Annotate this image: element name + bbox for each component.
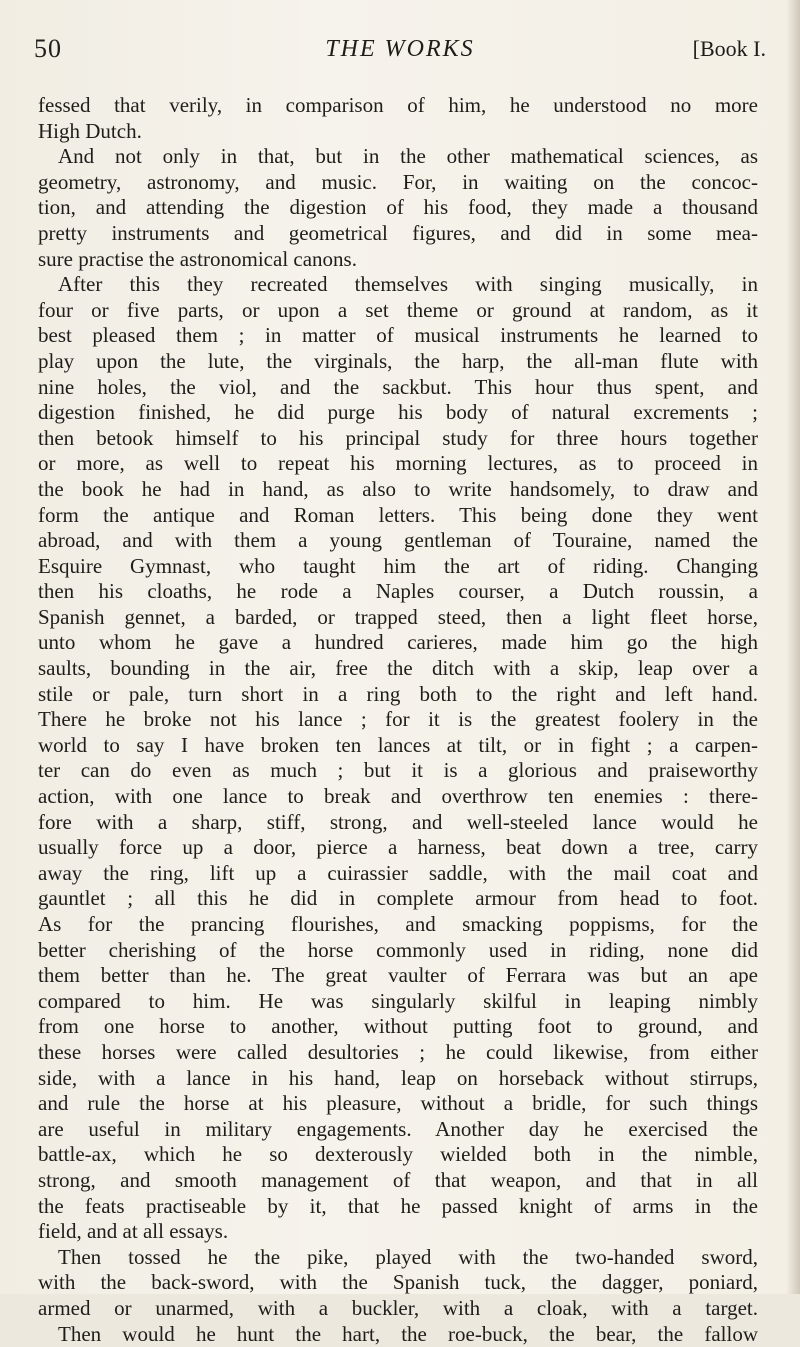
text-line: then betook himself to his principal study for three hours together [38, 426, 758, 452]
text-line: After this they recreated themselves with singing musically, in [38, 272, 758, 298]
text-line: form the antique and Roman letters. This being done they went [38, 503, 758, 529]
text-line: usually force up a door, pierce a harness, beat down a tree, carry [38, 835, 758, 861]
text-line: or more, as well to repeat his morning lectures, as to proceed in [38, 451, 758, 477]
text-line: world to say I have broken ten lances at tilt, or in fight ; a carpen- [38, 733, 758, 759]
book-reference: [Book I. [693, 36, 766, 62]
text-line: battle-ax, which he so dexterously wielded both in the nimble, [38, 1142, 758, 1168]
text-line: Esquire Gymnast, who taught him the art of riding. Changing [38, 554, 758, 580]
text-line: four or five parts, or upon a set theme or ground at random, as it [38, 298, 758, 324]
text-line: nine holes, the viol, and the sackbut. This hour thus spent, and [38, 375, 758, 401]
text-line: the book he had in hand, as also to write handsomely, to draw and [38, 477, 758, 503]
text-line: compared to him. He was singularly skilful in leaping nimbly [38, 989, 758, 1015]
text-line: away the ring, lift up a cuirassier saddle, with the mail coat and [38, 861, 758, 887]
text-line: stile or pale, turn short in a ring both to the right and left hand. [38, 682, 758, 708]
page-number: 50 [34, 34, 62, 64]
text-line: saults, bounding in the air, free the ditch with a skip, leap over a [38, 656, 758, 682]
text-line: ter can do even as much ; but it is a glorious and praiseworthy [38, 758, 758, 784]
body-text [38, 93, 758, 1347]
text-line: field, and at all essays. [38, 1219, 758, 1245]
text-line: from one horse to another, without putting foot to ground, and [38, 1014, 758, 1040]
text-line: the feats practiseable by it, that he passed knight of arms in the [38, 1194, 758, 1220]
text-line: these horses were called desultories ; he could likewise, from either [38, 1040, 758, 1066]
text-line: action, with one lance to break and overthrow ten enemies : there- [38, 784, 758, 810]
text-line: are useful in military engagements. Another day he exercised the [38, 1117, 758, 1143]
text-line: armed or unarmed, with a buckler, with a cloak, with a target. [38, 1296, 758, 1322]
text-line: Then tossed he the pike, played with the two-handed sword, [38, 1245, 758, 1271]
text-line: them better than he. The great vaulter of Ferrara was but an ape [38, 963, 758, 989]
text-line: then his cloaths, he rode a Naples courser, a Dutch roussin, a [38, 579, 758, 605]
text-line: play upon the lute, the virginals, the harp, the all-man flute with [38, 349, 758, 375]
text-line: better cherishing of the horse commonly used in riding, none did [38, 938, 758, 964]
text-line: fore with a sharp, stiff, strong, and well-steeled lance would he [38, 810, 758, 836]
text-line: pretty instruments and geometrical figures, and did in some mea- [38, 221, 758, 247]
text-line: unto whom he gave a hundred carieres, made him go the high [38, 630, 758, 656]
text-line: There he broke not his lance ; for it is the greatest foolery in the [38, 707, 758, 733]
text-line: abroad, and with them a young gentleman of Touraine, named the [38, 528, 758, 554]
page-edge-shadow [786, 0, 800, 1294]
text-line: digestion finished, he did purge his body of natural excrements ; [38, 400, 758, 426]
text-line: fessed that verily, in comparison of him, he understood no more [38, 93, 758, 119]
text-line: and rule the horse at his pleasure, without a bridle, for such things [38, 1091, 758, 1117]
text-line: tion, and attending the digestion of his food, they made a thousand [38, 195, 758, 221]
text-line: side, with a lance in his hand, leap on horseback without stirrups, [38, 1066, 758, 1092]
text-line: gauntlet ; all this he did in complete armour from head to foot. [38, 886, 758, 912]
text-line: Then would he hunt the hart, the roe-buck, the bear, the fallow [38, 1322, 758, 1347]
running-title: THE WORKS [28, 36, 772, 63]
text-line: And not only in that, but in the other mathematical sciences, as [38, 144, 758, 170]
text-line: geometry, astronomy, and music. For, in waiting on the concoc- [38, 170, 758, 196]
text-line: with the back-sword, with the Spanish tuck, the dagger, poniard, [38, 1270, 758, 1296]
text-line: best pleased them ; in matter of musical instruments he learned to [38, 323, 758, 349]
text-line: High Dutch. [38, 119, 758, 145]
text-line: Spanish gennet, a barded, or trapped steed, then a light fleet horse, [38, 605, 758, 631]
page-header [28, 26, 772, 66]
text-line: sure practise the astronomical canons. [38, 247, 758, 273]
text-line: As for the prancing flourishes, and smacking poppisms, for the [38, 912, 758, 938]
text-line: strong, and smooth management of that weapon, and that in all [38, 1168, 758, 1194]
